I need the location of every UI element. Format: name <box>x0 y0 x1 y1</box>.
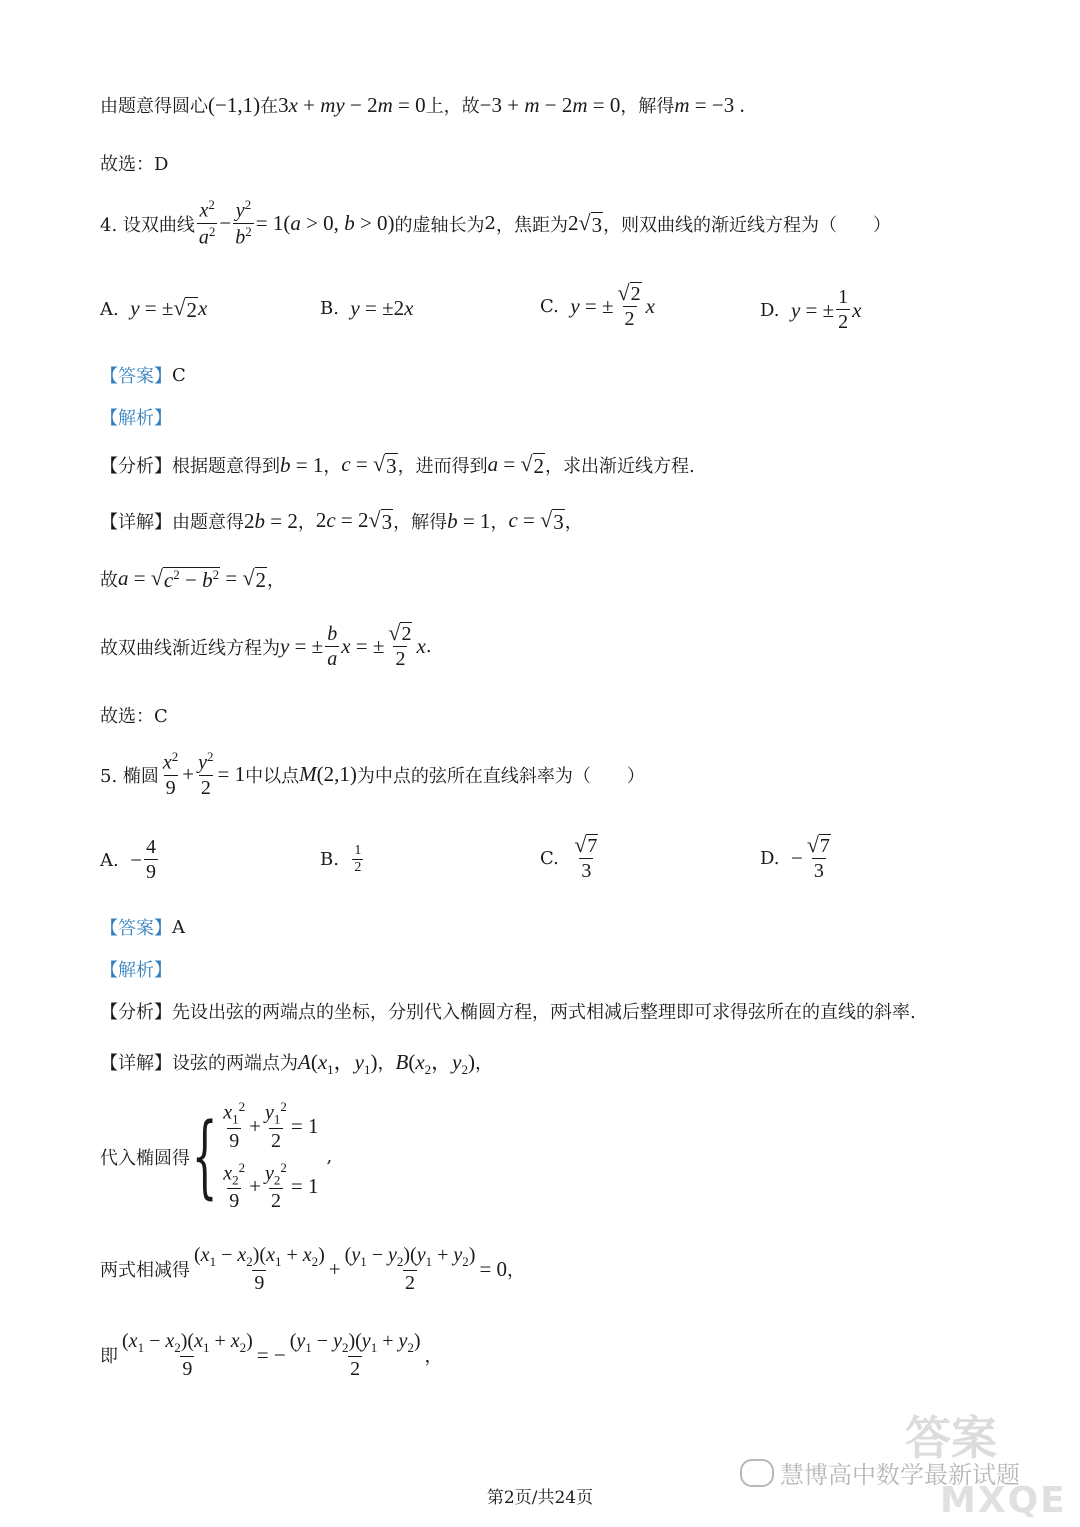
left-brace: { <box>191 1103 218 1209</box>
frac-x2-a2: $\frac{x^2}{a^2}$ <box>198 197 216 249</box>
q4-fenxi: 【分析】 根据题意得到 b = 1 ， c = √ 3 ，进而得到 a = √ 2 ，求出渐近线方程. <box>100 451 695 478</box>
math-center: (−1,1) <box>208 92 261 117</box>
q4-asymptote: 故双曲线渐近线方程为 y = ± $\frac{b}{a}$ x = ± √ 2 2 x . <box>100 620 432 670</box>
q5-xiangjie: 【详解】 设弦的两端点为 $A(x_1$，$y_1$) ， $B(x_2$，$y_2$) ， <box>100 1050 493 1078</box>
q4-answer: 【答案】 C <box>100 364 186 387</box>
frac-y2-b2: $\frac{y^2}{b^2}$ <box>235 197 252 249</box>
q4-option-a[interactable]: A. y = ± √ 2 x <box>100 295 208 322</box>
q5-option-c[interactable]: C. √ 7 3 <box>540 832 598 882</box>
q4-choose: 故选：C <box>100 706 168 727</box>
math-condition: = 1(a > 0, b > 0) <box>255 211 395 236</box>
watermark: 慧博高中数学最新试题 <box>740 1455 1020 1490</box>
q5-option-a[interactable]: A. − $\frac{4}{9}$ <box>100 836 157 883</box>
prev-choose: 故选：D <box>100 154 169 175</box>
q4-a-value: 故 a = √ $c^2 - b^2$ = √ 2 ， <box>100 565 286 592</box>
q4-option-c[interactable]: C. y = ± √ 2 2 x <box>540 280 655 330</box>
math-m: m = −3 . <box>674 92 745 117</box>
q5-option-d[interactable]: D. − √ 7 3 <box>760 832 830 882</box>
math-2sqrt3: 2 √ 3 <box>567 209 603 237</box>
q5-answer: 【答案】 A <box>100 916 185 939</box>
prev-solution-line: 由题意得圆心 (−1,1) 在 3x + my − 2m = 0 上，故 −3 + m − 2m = 0 ，解得 m = −3 . <box>100 92 745 117</box>
q4-option-b[interactable]: B. y = ±2x <box>320 296 414 320</box>
q5-analysis-tag: 【解析】 <box>100 960 172 981</box>
q4-analysis-tag: 【解析】 <box>100 408 172 429</box>
math-line: 3x + my − 2m = 0 <box>278 92 426 117</box>
q5-fenxi: 【分析】 先设出弦的两端点的坐标，分别代入椭圆方程，两式相减后整理即可求得弦所在的直线的斜率. <box>100 1002 916 1023</box>
watermark-logo: 答案 <box>905 1411 997 1465</box>
q4-xiangjie: 【详解】 由题意得 2b = 2 ， 2c = 2 √ 3 ，解得 b = 1 ， c = √ 3 ， <box>100 507 583 534</box>
page-footer: 第2页/共24页 <box>486 1488 594 1508</box>
q5-ji: 即 $\frac{(x_1 - x_2)(x_1 + x_2)}{9}$ = − $\frac{(y_1 - y_2)(y_1 + y_2)}{2}$ ， <box>100 1330 443 1380</box>
q5-stem: 5. 椭圆 $\frac{x^2}{9}$ + $\frac{y^2}{2}$ = 1 中以点 M(2,1) 为中点的弦所在直线斜率为（ ） <box>100 749 645 799</box>
math-eq: −3 + m − 2m = 0 <box>479 92 621 117</box>
q4-stem: 4. 设双曲线 $\frac{x^2}{a^2}$ − $\frac{y^2}{b^2}$ = 1(a > 0, b > 0) 的虚轴长为 2 ，焦距为 2 √ 3 ，则双曲线的渐近线方程为（ ） <box>100 197 892 249</box>
q4-option-d[interactable]: D. y = ± $\frac{1}{2}$ x <box>760 286 862 333</box>
q5-system: 代入椭圆得 { $\frac{x_1^2}{9}$ + $\frac{y_1^2}{2}$ = 1 $\frac{x_2^2}{9}$ + $\frac{y_2^2}{2}$ = 1 , <box>100 1099 333 1213</box>
q5-option-b[interactable]: B. $\frac{1}{2}$ <box>320 843 362 876</box>
watermark-mxqe: MXQE <box>940 1480 1067 1521</box>
q5-subtract: 两式相减得 $\frac{(x_1 - x_2)(x_1 + x_2)}{9}$ + $\frac{(y_1 - y_2)(y_1 + y_2)}{2}$ = 0 ， <box>100 1244 526 1294</box>
